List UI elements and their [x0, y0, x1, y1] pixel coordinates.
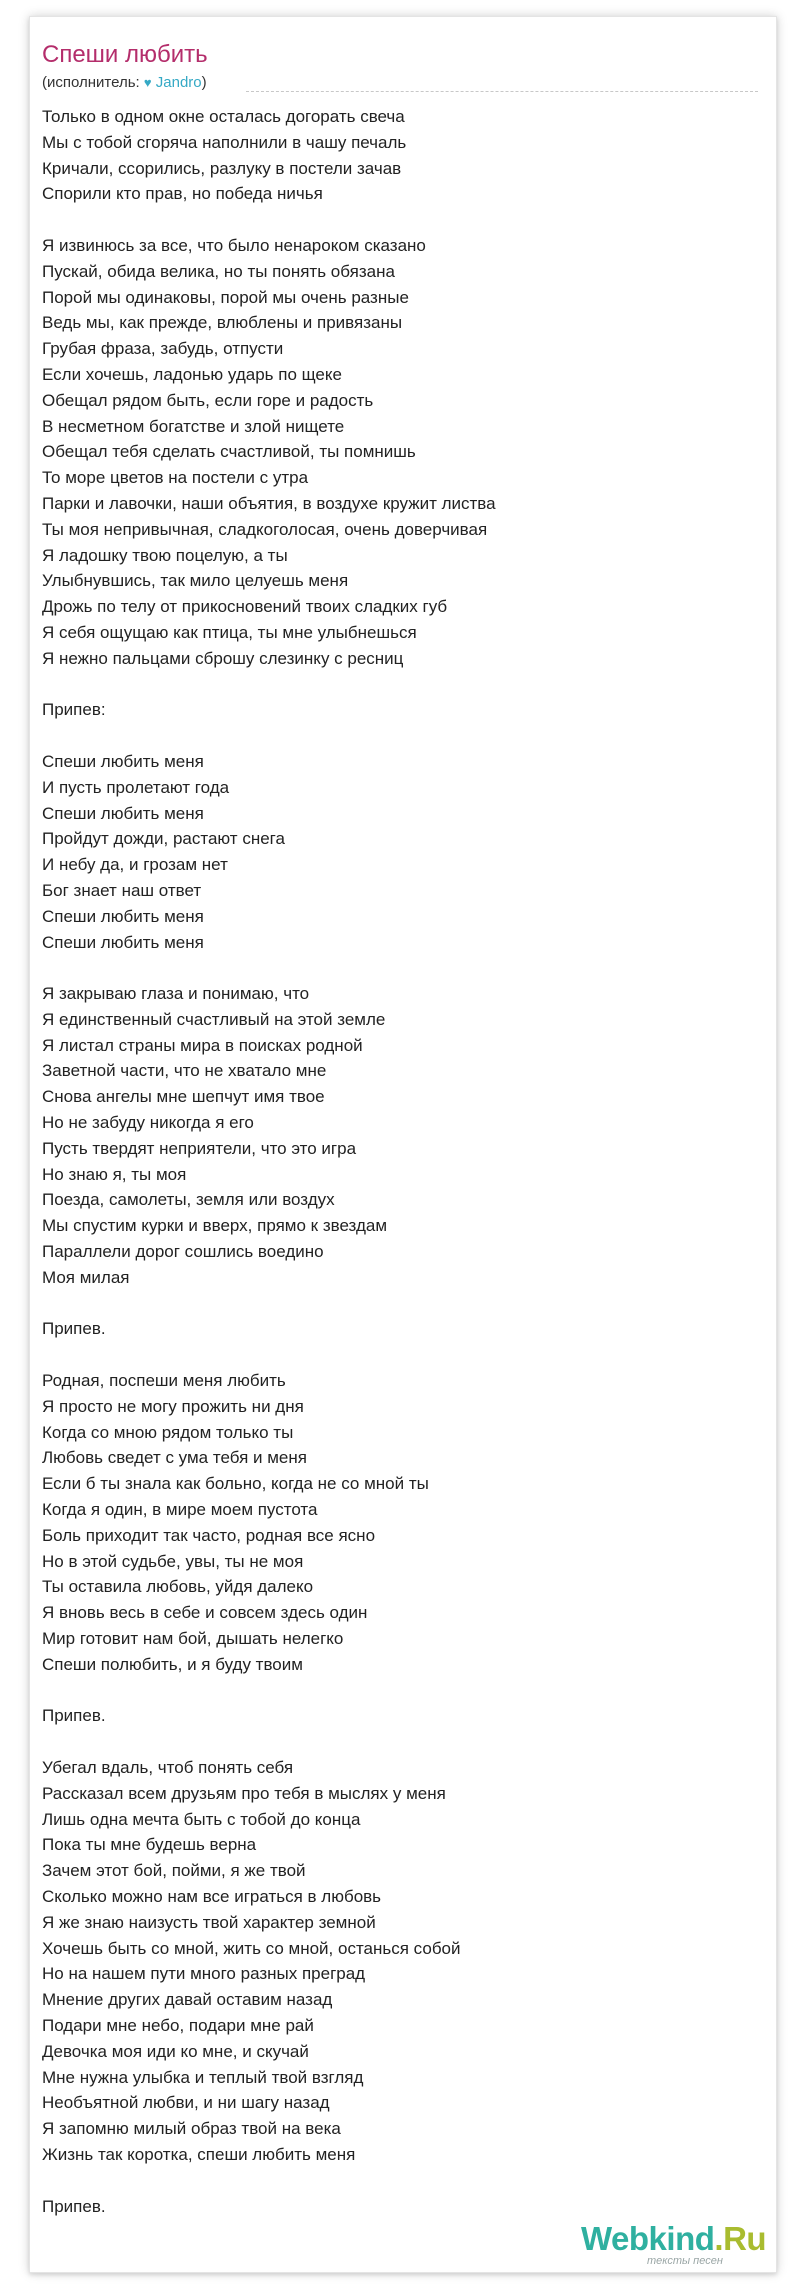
lyrics-text: [42, 104, 762, 2219]
lyric-line: Мы спустим курки и вверх, прямо к звездам: [42, 1216, 388, 1236]
lyric-line: Улыбнувшись, так мило целуешь меня: [42, 571, 349, 591]
lyric-line: Убегал вдаль, чтоб понять себя: [42, 1758, 294, 1777]
lyric-line: Если хочешь, ладонью ударь по щеке: [42, 364, 342, 384]
lyric-line: Подари мне небо, подари мне рай: [42, 2015, 314, 2035]
lyric-line: Моя милая: [42, 1267, 130, 1287]
lyric-line: Я просто не могу прожить ни дня: [42, 1396, 304, 1416]
lyric-line: Кричали, ссорились, разлуку в постели зачав: [42, 158, 402, 178]
logo-wordmark: [581, 2221, 766, 2257]
site-logo[interactable]: [581, 2221, 771, 2267]
lyric-line: Если б ты знала как больно, когда не со мной ты: [42, 1474, 429, 1494]
lyric-line: Спорили кто прав, но победа ничья: [42, 184, 323, 204]
lyric-line: Параллели дорог сошлись воедино: [42, 1242, 324, 1262]
artist-prefix: (исполнитель:: [42, 74, 144, 91]
lyric-line: Мир готовит нам бой, дышать нелегко: [42, 1629, 344, 1649]
lyric-line: Любовь сведет с ума тебя и меня: [42, 1448, 307, 1468]
heart-icon: ♥: [143, 75, 152, 90]
lyric-line: Я листал страны мира в поисках родной: [42, 1035, 363, 1055]
lyric-line: И небу да, и грозам нет: [42, 855, 228, 875]
lyric-line: Грубая фраза, забудь, отпусти: [42, 339, 284, 359]
lyric-line: Я единственный счастливый на этой земле: [42, 1009, 386, 1029]
lyric-line: Я извинюсь за все, что было ненароком сказано: [42, 235, 426, 255]
lyric-line: Припев.: [42, 1319, 106, 1339]
lyric-line: Я запомню милый образ твой на века: [42, 2119, 341, 2139]
lyric-line: Я же знаю наизусть твой характер земной: [42, 1912, 376, 1932]
lyric-line: Ведь мы, как прежде, влюблены и привязаны: [42, 313, 403, 333]
lyric-line: Снова ангелы мне шепчут имя твое: [42, 1087, 325, 1107]
stanza-break: [42, 672, 762, 698]
lyric-line: Но не забуду никогда я его: [42, 1113, 254, 1133]
stanza-break: [42, 207, 762, 233]
lyric-line: Припев.: [42, 2196, 106, 2216]
lyric-line: Ты моя непривычная, сладкоголосая, очень доверчивая: [42, 519, 488, 539]
lyric-line: Пройдут дожди, растают снега: [42, 829, 285, 849]
logo-tagline: тексты песен: [647, 2255, 723, 2267]
artist-link[interactable]: Jandro: [155, 74, 202, 91]
lyric-line: Заветной части, что не хватало мне: [42, 1061, 327, 1081]
lyric-line: Необъятной любви, и ни шагу назад: [42, 2093, 330, 2113]
lyric-line: Бог знает наш ответ: [42, 880, 202, 900]
lyric-line: Я нежно пальцами сброшу слезинку с ресниц: [42, 648, 404, 668]
lyric-line: В несметном богатстве и злой нищете: [42, 416, 345, 436]
lyric-line: Пусть твердят неприятели, что это игра: [42, 1138, 357, 1158]
lyric-line: Парки и лавочки, наши объятия, в воздухе кружит листва: [42, 493, 496, 513]
lyric-line: Пока ты мне будешь верна: [42, 1835, 257, 1855]
lyric-line: Я себя ощущаю как птица, ты мне улыбнешься: [42, 622, 417, 642]
lyric-line: Зачем этот бой, пойми, я же твой: [42, 1861, 306, 1881]
lyric-line: Боль приходит так часто, родная все ясно: [42, 1525, 376, 1545]
lyric-line: Ты оставила любовь, уйдя далеко: [42, 1577, 314, 1597]
artist-line: [42, 73, 207, 93]
lyric-line: Мнение других давай оставим назад: [42, 1990, 333, 2010]
lyric-line: Только в одном окне осталась догорать свеча: [42, 107, 405, 126]
lyric-line: Порой мы одинаковы, порой мы очень разные: [42, 287, 409, 307]
lyric-line: Родная, поспеши меня любить: [42, 1371, 286, 1391]
stanza-break: [42, 1678, 762, 1704]
song-title: Спеши любить: [42, 41, 208, 68]
artist-suffix: ): [201, 74, 207, 91]
lyric-line: Девочка моя иди ко мне, и скучай: [42, 2041, 309, 2061]
lyric-line: Жизнь так коротка, спеши любить меня: [42, 2144, 356, 2164]
lyric-line: Я вновь весь в себе и совсем здесь один: [42, 1603, 368, 1623]
lyric-line: Когда со мною рядом только ты: [42, 1422, 294, 1442]
title-divider: [246, 91, 758, 92]
lyric-line: Припев.: [42, 1706, 106, 1726]
lyric-line: Но в этой судьбе, увы, ты не моя: [42, 1551, 304, 1571]
lyric-line: То море цветов на постели с утра: [42, 468, 309, 488]
lyric-line: Пускай, обида велика, но ты понять обязана: [42, 261, 395, 281]
logo-domain: .Ru: [714, 2220, 767, 2257]
stanza-break: [42, 1291, 762, 1317]
lyric-line: Я ладошку твою поцелую, а ты: [42, 545, 288, 565]
lyric-line: Спеши полюбить, и я буду твоим: [42, 1654, 303, 1674]
lyric-line: Поезда, самолеты, земля или воздух: [42, 1190, 335, 1210]
lyric-line: Рассказал всем друзьям про тебя в мыслях у меня: [42, 1783, 446, 1803]
lyric-line: Но на нашем пути много разных преград: [42, 1964, 366, 1984]
lyric-line: Мне нужна улыбка и теплый твой взгляд: [42, 2067, 364, 2087]
lyric-line: Припев:: [42, 700, 106, 720]
lyric-line: И пусть пролетают года: [42, 777, 230, 797]
lyric-line: Сколько можно нам все играться в любовь: [42, 1886, 382, 1906]
lyric-line: Спеши любить меня: [42, 906, 204, 926]
lyric-line: Обещал тебя сделать счастливой, ты помнишь: [42, 442, 416, 462]
stanza-break: [42, 955, 762, 981]
lyric-line: Обещал рядом быть, если горе и радость: [42, 390, 374, 410]
stanza-break: [42, 723, 762, 749]
lyric-line: Лишь одна мечта быть с тобой до конца: [42, 1809, 361, 1829]
stanza-break: [42, 2168, 762, 2194]
stanza-break: [42, 1342, 762, 1368]
lyric-line: Но знаю я, ты моя: [42, 1164, 187, 1184]
lyric-line: Спеши любить меня: [42, 803, 204, 823]
lyric-line: Когда я один, в мире моем пустота: [42, 1500, 318, 1520]
lyric-line: Спеши любить меня: [42, 932, 204, 952]
lyric-line: Спеши любить меня: [42, 751, 204, 771]
lyric-line: Мы с тобой сгоряча наполнили в чашу печаль: [42, 132, 407, 152]
lyric-line: Хочешь быть со мной, жить со мной, останься собой: [42, 1938, 461, 1958]
lyric-line: Дрожь по телу от прикосновений твоих сладких губ: [42, 597, 448, 617]
logo-name: Webkind: [581, 2220, 715, 2257]
stanza-break: [42, 1729, 762, 1755]
lyric-line: Я закрываю глаза и понимаю, что: [42, 984, 310, 1004]
